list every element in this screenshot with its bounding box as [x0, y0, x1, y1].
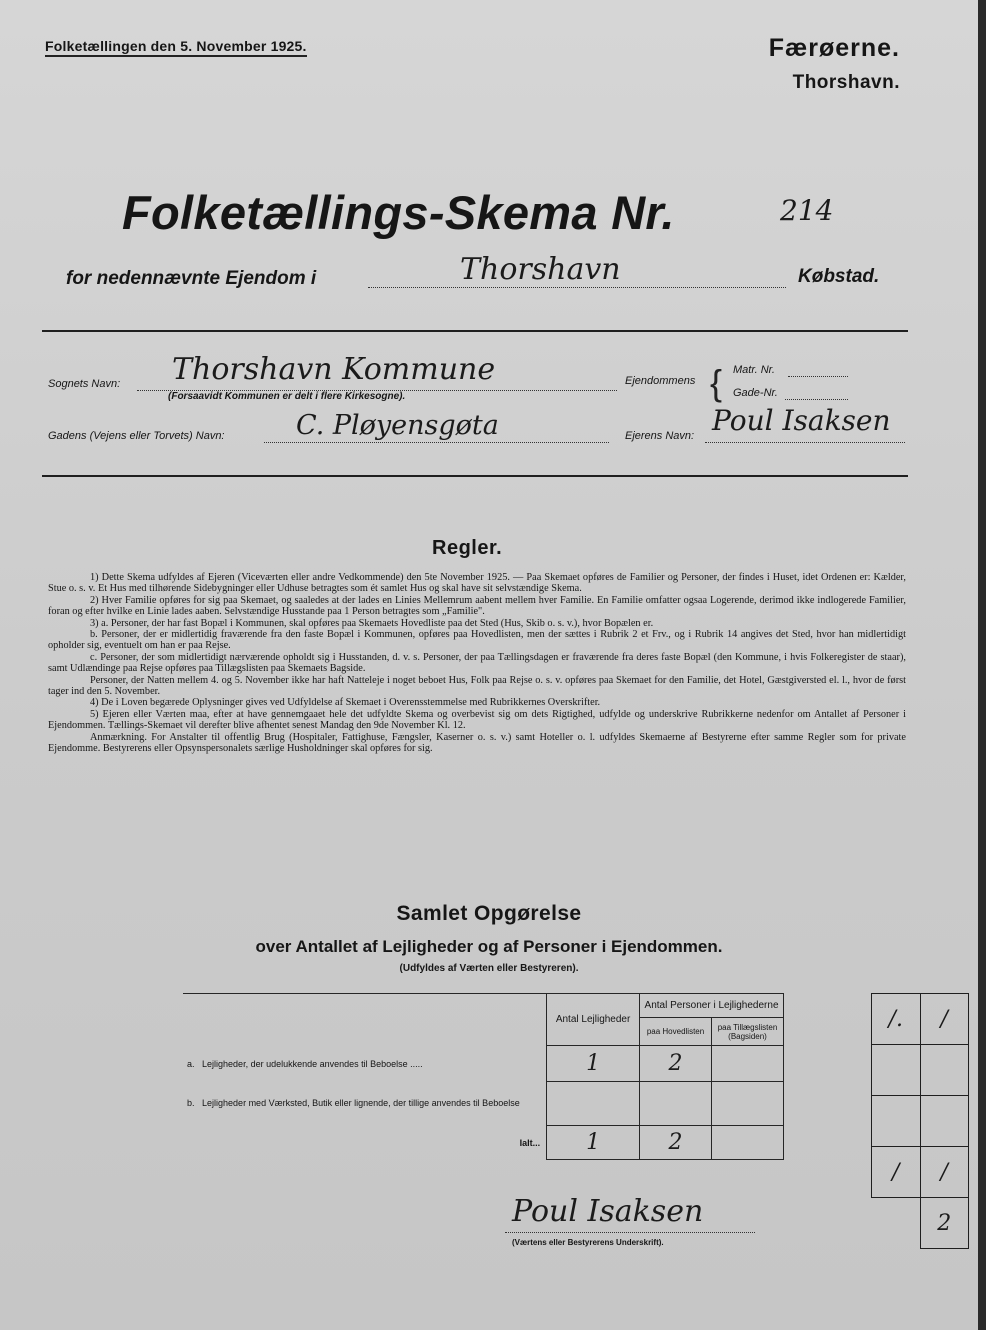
parish-label: Sognets Navn: — [48, 378, 121, 390]
summary-table — [183, 993, 784, 1160]
table-header-blank — [183, 994, 547, 1046]
summary-title: Samlet Opgørelse — [396, 902, 582, 925]
tally-box — [871, 993, 969, 1249]
summary-subtitle: over Antallet af Lejligheder og af Personer i Ejendommen. — [255, 937, 723, 956]
divider-rule — [42, 475, 908, 477]
row-b-supp-list — [712, 1082, 784, 1126]
row-a-text: Lejligheder, der udelukkende anvendes til Beboelse ..... — [202, 1058, 423, 1069]
tally-cell — [872, 1045, 921, 1096]
signature-handwritten: Poul Isaksen — [512, 1194, 704, 1229]
rule-paragraph: c. Personer, der som midlertidigt nærværende opholdt sig i Husstanden, d. v. s. Personer, der paa Tællingsdagen er fraværende fra deres faste Bopæl (den Kommune, i hvis Folkeregister de staar), samt Udlændinge paa Rejse opføres paa Tillægslisten paa Skemaets Bagside. — [48, 651, 906, 675]
owner-label: Ejerens Navn: — [625, 430, 695, 442]
property-label: Ejendommens — [625, 375, 696, 387]
row-a-label — [183, 1046, 547, 1082]
total-supp-list — [712, 1126, 784, 1160]
form-number-handwritten: 214 — [780, 194, 834, 227]
row-b-apartments — [547, 1082, 640, 1126]
col-persons-header: Antal Personer i Lejlighederne — [640, 994, 784, 1018]
divider-rule — [42, 330, 908, 332]
row-b-letter: b. — [187, 1098, 195, 1108]
row-b-text: Lejligheder med Værksted, Butik eller lignende, der tillige anvendes til Beboelse — [202, 1098, 520, 1108]
col-apartments-header: Antal Lejligheder — [547, 994, 640, 1046]
brace-symbol: { — [710, 362, 723, 403]
street-field-line — [264, 442, 609, 443]
tally-cell: / — [872, 1147, 921, 1198]
town-handwritten: Thorshavn — [460, 252, 621, 287]
rules-text — [48, 572, 906, 755]
parish-handwritten: Thorshavn Kommune — [172, 352, 496, 387]
city-heading: Thorshavn. — [792, 72, 900, 93]
row-b-label — [183, 1082, 547, 1126]
total-label: Ialt... — [183, 1126, 547, 1160]
gade-label: Gade-Nr. — [733, 387, 778, 399]
rule-paragraph: b. Personer, der er midlertidig fraværende fra den faste Bopæl i Kommunen, opføres paa Hovedlisten, men der sættes i Rubrik 2 et Frv., og i Rubrik 14 angives det Sted, hvor han midlertidigt opholder sig, eventuelt om han er paa Rejse. — [48, 629, 906, 652]
tally-cell: / — [920, 994, 969, 1045]
total-apartments: 1 — [547, 1126, 640, 1160]
rule-paragraph: 1) Dette Skema udfyldes af Ejeren (Viceværten eller andre Vedkommende) den 5te November 1925. — Paa Skemaet opføres de Familier og Personer, der findes i Huset, idet Ordenen er: Kælder, Stue o. s. v. Et Hus med tilhørende Sidebygninger eller Udhuse betragtes som ét samlet Hus og skal have sit selvstændige Skema. — [48, 572, 906, 595]
matr-label: Matr. Nr. — [733, 364, 775, 376]
row-a-main-list: 2 — [640, 1046, 712, 1082]
matr-field-line — [788, 376, 848, 377]
rule-paragraph: 3) a. Personer, der har fast Bopæl i Kommunen, skal opføres paa Skemaets Hovedliste paa det Sted (Hus, Skib o. s. v.), hvor Bopælen er. — [90, 617, 654, 629]
col-main-list-header: paa Hovedlisten — [640, 1018, 712, 1046]
signature-caption: (Værtens eller Bestyrerens Underskrift). — [512, 1238, 664, 1247]
parish-note: (Forsaavidt Kommunen er delt i flere Kirkesogne). — [168, 391, 406, 402]
rule-paragraph: Personer, der Natten mellem 4. og 5. November ikke har haft Natteleje i noget beboet Hus, Folk paa Rejse o. s. v. opføres paa Skemaet for den Familie, det Hotel, Gæstgiversted el. l., hvor de først tager ind den 5. November. — [48, 674, 906, 698]
rule-paragraph: 4) De i Loven begærede Oplysninger gives ved Udfyldelse af Skemaet i Overensstemmelse med Rubrikkernes Overskrifter. — [90, 697, 601, 709]
form-title — [122, 185, 675, 240]
rule-paragraph: Anmærkning. For Anstalter til offentlig Brug (Hospitaler, Fattighuse, Fængsler, Kaserner o. s. v.) samt Hoteller o. l. udfyldes Skemaerne af Bestyrerne efter samme Regler som for private Ejendomme. Bestyrerens eller Opsynspersonalets særlige Husholdninger skal opføres for sig. — [48, 731, 906, 755]
summary-note: (Udfyldes af Værten eller Bestyreren). — [399, 963, 579, 974]
tally-cell — [920, 1096, 969, 1147]
total-main-list: 2 — [640, 1126, 712, 1160]
census-date-header: Folketællingen den 5. November 1925. — [45, 38, 307, 57]
col-supp-list-header: paa Tillægslisten (Bagsiden) — [712, 1018, 784, 1046]
street-label: Gadens (Vejens eller Torvets) Navn: — [48, 430, 225, 442]
rule-paragraph: 5) Ejeren eller Værten maa, efter at have gennemgaaet hele det udfyldte Skema og overbevist sig om dets Rigtighed, udfylde og underskrive Rubrikkerne nedenfor om Antallet af Personer i Ejendommen. Tællings-Skemaet vil derefter blive afhentet senest Mandag den 9de November Kl. 12. — [48, 708, 906, 732]
street-handwritten: C. Pløyensgøta — [296, 410, 499, 441]
row-a-supp-list — [712, 1046, 784, 1082]
row-b-main-list — [640, 1082, 712, 1126]
owner-field-line — [705, 442, 905, 443]
row-a-letter: a. — [187, 1058, 195, 1069]
owner-handwritten: Poul Isaksen — [712, 404, 891, 437]
tally-cell — [920, 1045, 969, 1096]
tally-cell: / — [920, 1147, 969, 1198]
form-title-text: Folketællings-Skema Nr. — [122, 186, 675, 239]
tally-cell-empty — [872, 1198, 921, 1249]
rule-paragraph: 2) Hver Familie opføres for sig paa Skemaet, og saaledes at der lades en Linies Mellemrum aabent mellem hver Familie. En Familie omfatter ogsaa Logerende, derimod ikke indlogerede Familier, foran og efter hvilke en Linie lades aaben. Selvstændige Husstande paa 1 Person betragtes som „Familie". — [48, 594, 906, 618]
kobstad-label: Købstad. — [798, 266, 880, 287]
tally-cell: 2 — [920, 1198, 969, 1249]
property-location-label: for nedennævnte Ejendom i — [66, 268, 317, 289]
tally-cell: /. — [872, 994, 921, 1045]
tally-cell — [872, 1096, 921, 1147]
rules-title: Regler. — [432, 537, 503, 559]
gade-field-line — [785, 399, 848, 400]
row-a-apartments: 1 — [547, 1046, 640, 1082]
town-field-line — [368, 287, 786, 288]
signature-line — [505, 1232, 755, 1233]
region-heading: Færøerne. — [768, 34, 900, 62]
